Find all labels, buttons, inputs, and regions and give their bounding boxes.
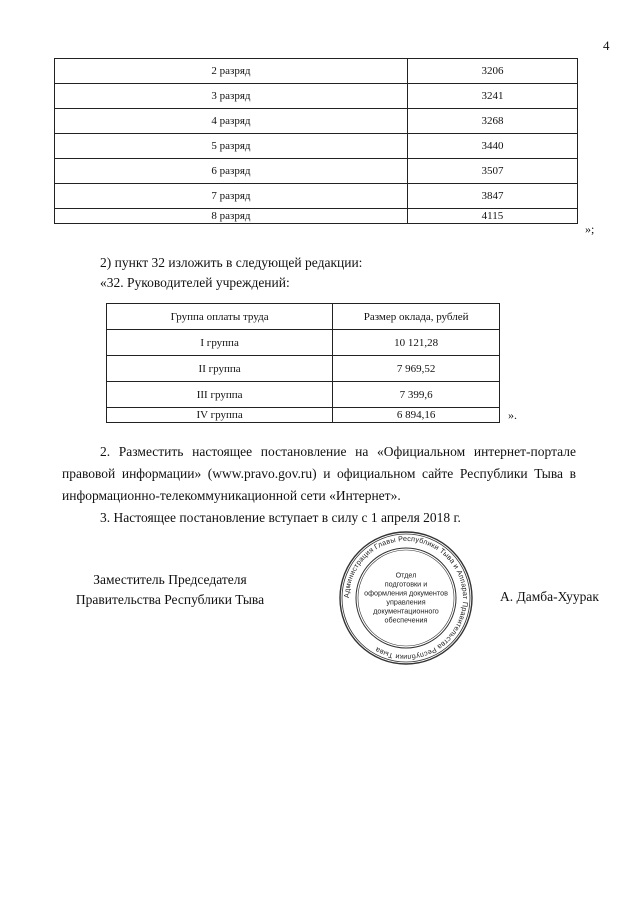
table-row bbox=[107, 408, 500, 423]
grade-cell: 5 разряд bbox=[55, 134, 408, 159]
salary-cell: 7 399,6 bbox=[333, 382, 500, 408]
table-row bbox=[107, 330, 500, 356]
closing-quote: »; bbox=[585, 222, 595, 236]
table-header-row bbox=[107, 304, 500, 330]
value-cell: 3440 bbox=[407, 134, 577, 159]
svg-text:Отдел: Отдел bbox=[395, 570, 417, 580]
table-row bbox=[55, 109, 578, 134]
paragraph-publication: 2. Разместить настоящее постановление на «Официальном интернет-портале правовой информации» (www.pravo.gov.ru) и официальном сайте Республики Тыва в информационно-телекоммуникационной сети «Интернет». bbox=[62, 444, 576, 503]
grade-cell: 6 разряд bbox=[55, 159, 408, 184]
position-line: Правительства Республики Тыва bbox=[75, 592, 265, 607]
table-row bbox=[55, 134, 578, 159]
grade-cell: 8 разряд bbox=[55, 209, 408, 224]
table-row bbox=[55, 184, 578, 209]
salary-table bbox=[106, 303, 500, 423]
grades-table bbox=[54, 58, 578, 224]
grade-cell: 7 разряд bbox=[55, 184, 408, 209]
closing-quote: ». bbox=[508, 408, 517, 422]
salary-cell: 6 894,16 bbox=[333, 408, 500, 423]
official-stamp bbox=[338, 530, 474, 666]
svg-text:документационного: документационного bbox=[373, 606, 439, 616]
svg-text:обеспечения: обеспечения bbox=[384, 615, 428, 625]
paragraph-amendment: 2) пункт 32 изложить в следующей редакции: bbox=[100, 255, 363, 270]
position-line: Заместитель Председателя bbox=[93, 572, 247, 587]
group-cell: I группа bbox=[107, 330, 333, 356]
paragraph-heading: «32. Руководителей учреждений: bbox=[100, 275, 290, 290]
svg-text:оформления документов: оформления документов bbox=[364, 588, 448, 598]
value-cell: 3847 bbox=[407, 184, 577, 209]
signatory-position bbox=[62, 570, 278, 610]
value-cell: 4115 bbox=[407, 209, 577, 224]
grade-cell: 3 разряд bbox=[55, 84, 408, 109]
value-cell: 3507 bbox=[407, 159, 577, 184]
signatory-name: А. Дамба-Хуурак bbox=[500, 589, 599, 604]
table-row bbox=[107, 356, 500, 382]
table-row bbox=[55, 159, 578, 184]
value-cell: 3268 bbox=[407, 109, 577, 134]
table-row bbox=[55, 84, 578, 109]
grade-cell: 4 разряд bbox=[55, 109, 408, 134]
paragraph-effective-date: 3. Настоящее постановление вступает в силу с 1 апреля 2018 г. bbox=[100, 510, 461, 525]
value-cell: 3241 bbox=[407, 84, 577, 109]
table-row bbox=[107, 382, 500, 408]
svg-text:подготовки и: подготовки и bbox=[384, 579, 428, 589]
salary-cell: 7 969,52 bbox=[333, 356, 500, 382]
salary-cell: 10 121,28 bbox=[333, 330, 500, 356]
column-header: Группа оплаты труда bbox=[107, 304, 333, 330]
column-header: Размер оклада, рублей bbox=[333, 304, 500, 330]
page-number: 4 bbox=[603, 38, 610, 53]
group-cell: IV группа bbox=[107, 408, 333, 423]
group-cell: III группа bbox=[107, 382, 333, 408]
group-cell: II группа bbox=[107, 356, 333, 382]
svg-text:Администрация Главы Республики: Администрация Главы Республики Тыва и Аппарат Правительства Республики Тыва bbox=[341, 533, 471, 663]
svg-text:управления: управления bbox=[386, 597, 426, 607]
grade-cell: 2 разряд bbox=[55, 59, 408, 84]
value-cell: 3206 bbox=[407, 59, 577, 84]
table-row bbox=[55, 59, 578, 84]
table-row bbox=[55, 209, 578, 224]
